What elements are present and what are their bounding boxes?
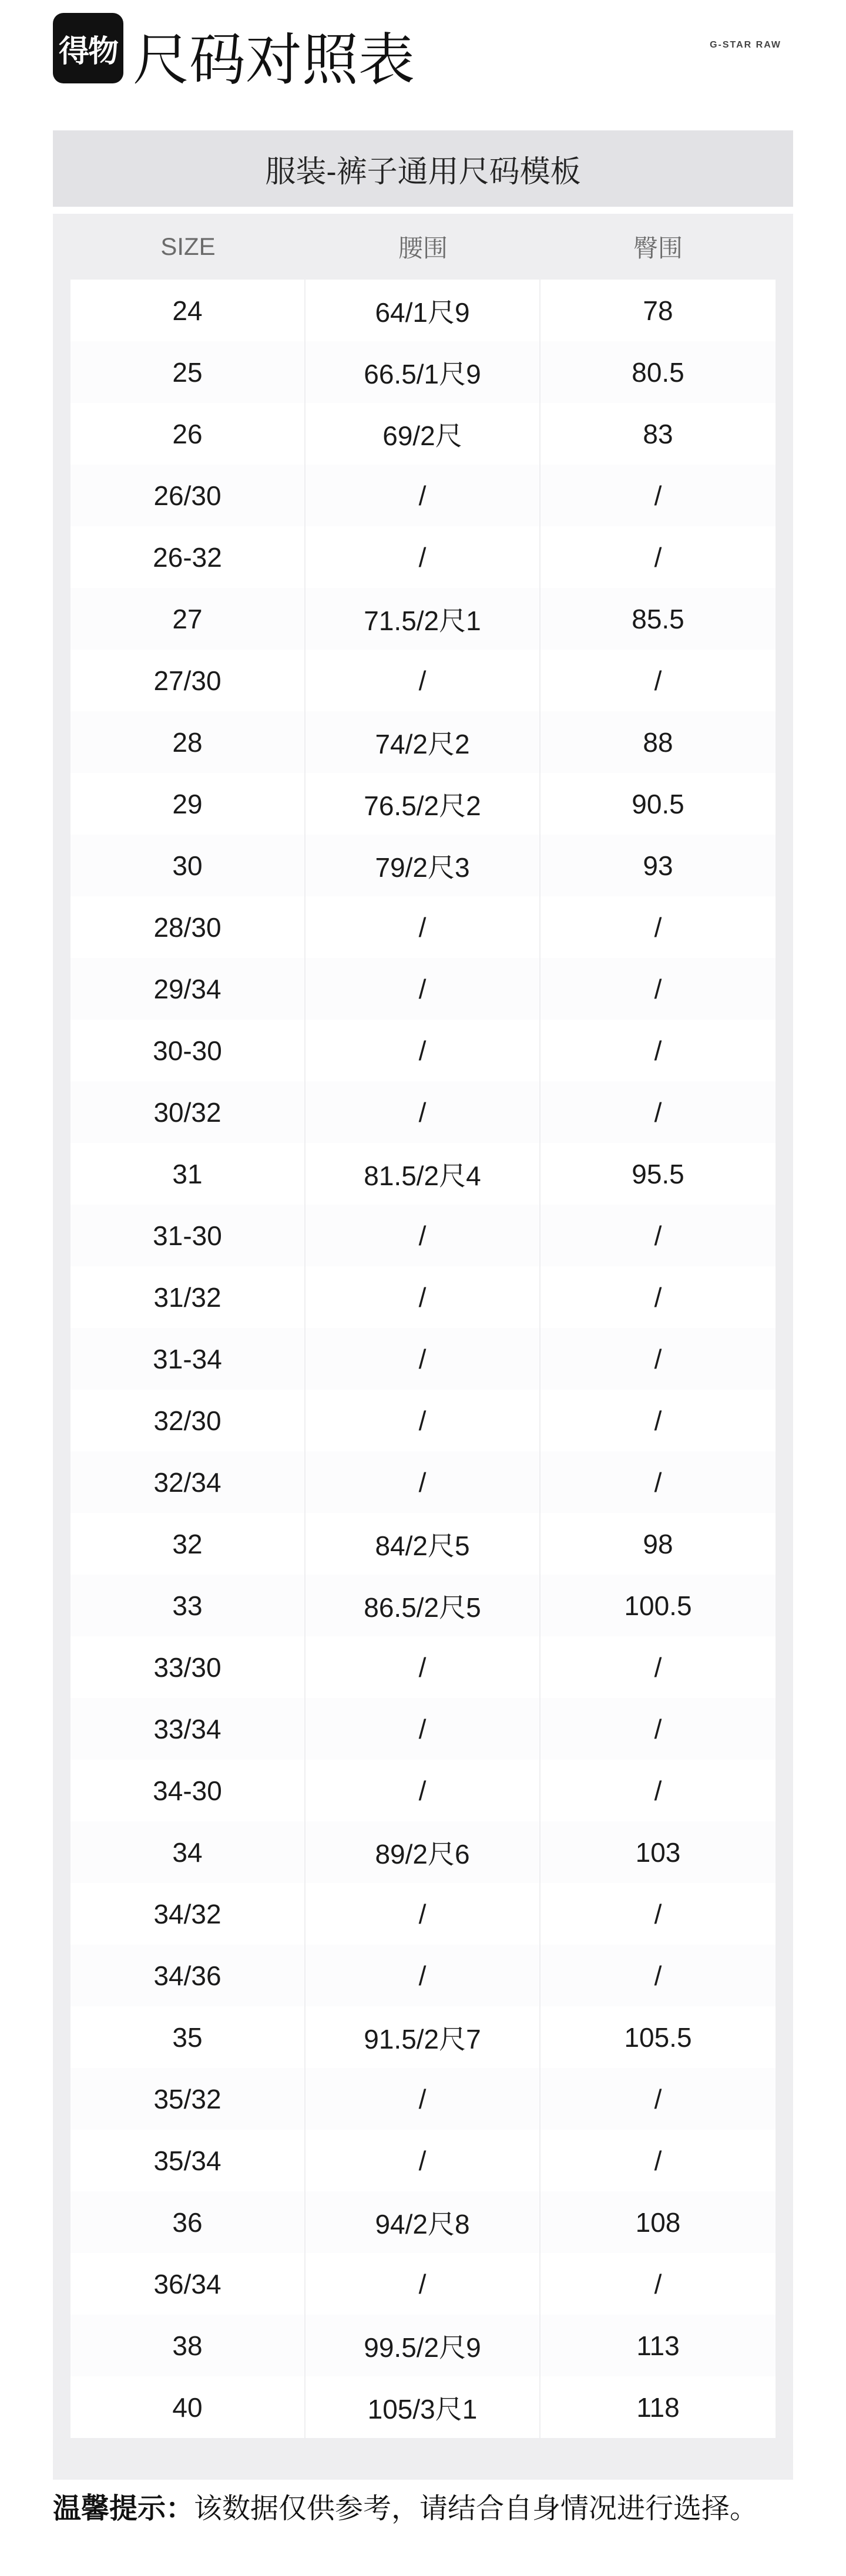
table-row — [70, 1020, 776, 1081]
waist-cell: 105/3尺1 — [306, 2376, 540, 2438]
size-cell: 34-30 — [70, 1760, 306, 1821]
hip-cell: 90.5 — [540, 773, 776, 835]
header — [0, 0, 846, 117]
waist-cell: / — [306, 1020, 540, 1081]
column-header-hip: 臀围 — [633, 234, 683, 262]
hip-cell: / — [540, 1020, 776, 1081]
hip-cell: 100.5 — [540, 1575, 776, 1636]
size-cell: 30-30 — [70, 1020, 306, 1081]
size-cell: 26 — [70, 403, 306, 465]
size-cell: 34/32 — [70, 1883, 306, 1945]
table-row — [70, 341, 776, 403]
size-cell: 32/30 — [70, 1390, 306, 1451]
table-row — [70, 526, 776, 588]
waist-cell: 91.5/2尺7 — [306, 2006, 540, 2068]
size-cell: 35/34 — [70, 2130, 306, 2191]
hip-cell: 95.5 — [540, 1143, 776, 1205]
hip-cell: 103 — [540, 1821, 776, 1883]
waist-cell: / — [306, 465, 540, 526]
hip-cell: 113 — [540, 2315, 776, 2376]
table-row — [70, 2376, 776, 2438]
size-cell: 36/34 — [70, 2253, 306, 2315]
size-cell: 28/30 — [70, 896, 306, 958]
waist-cell: / — [306, 2253, 540, 2315]
size-cell: 35 — [70, 2006, 306, 2068]
waist-cell: / — [306, 1945, 540, 2006]
hip-cell: / — [540, 1390, 776, 1451]
waist-cell: 74/2尺2 — [306, 711, 540, 773]
table-row — [70, 1513, 776, 1575]
table-row — [70, 1143, 776, 1205]
waist-cell: / — [306, 2130, 540, 2191]
hip-cell: / — [540, 1081, 776, 1143]
waist-cell: / — [306, 1883, 540, 1945]
hip-cell: 85.5 — [540, 588, 776, 650]
table-row — [70, 2315, 776, 2376]
size-chart-panel — [53, 130, 793, 2480]
table-row — [70, 1451, 776, 1513]
hip-cell: / — [540, 1266, 776, 1328]
table-row — [70, 1636, 776, 1698]
table-row — [70, 1390, 776, 1451]
table-row — [70, 896, 776, 958]
hip-cell: / — [540, 2068, 776, 2130]
hip-cell: / — [540, 958, 776, 1020]
table-row — [70, 1945, 776, 2006]
hip-cell: 93 — [540, 835, 776, 896]
hip-cell: / — [540, 2253, 776, 2315]
waist-cell: / — [306, 1205, 540, 1266]
hip-cell: / — [540, 1451, 776, 1513]
table-row — [70, 1821, 776, 1883]
size-cell: 30 — [70, 835, 306, 896]
table-row — [70, 1698, 776, 1760]
waist-cell: / — [306, 896, 540, 958]
waist-cell: 71.5/2尺1 — [306, 588, 540, 650]
hip-cell: / — [540, 650, 776, 711]
hip-cell: / — [540, 1205, 776, 1266]
table-row — [70, 403, 776, 465]
table-row — [70, 1328, 776, 1390]
hip-cell: / — [540, 2130, 776, 2191]
size-cell: 31/32 — [70, 1266, 306, 1328]
size-cell: 30/32 — [70, 1081, 306, 1143]
hip-cell: 88 — [540, 711, 776, 773]
table-row — [70, 1760, 776, 1821]
size-cell: 33 — [70, 1575, 306, 1636]
waist-cell: / — [306, 1760, 540, 1821]
footer-label: 温馨提示： — [53, 2493, 194, 2524]
table-row — [70, 2191, 776, 2253]
size-cell: 24 — [70, 280, 306, 341]
size-cell: 25 — [70, 341, 306, 403]
hip-cell: 78 — [540, 280, 776, 341]
waist-cell: 94/2尺8 — [306, 2191, 540, 2253]
table-row — [70, 773, 776, 835]
size-cell: 40 — [70, 2376, 306, 2438]
size-cell: 29 — [70, 773, 306, 835]
size-cell: 31-34 — [70, 1328, 306, 1390]
waist-cell: / — [306, 958, 540, 1020]
hip-cell: 108 — [540, 2191, 776, 2253]
table-row — [70, 280, 776, 341]
size-cell: 33/30 — [70, 1636, 306, 1698]
hip-cell: / — [540, 1760, 776, 1821]
page-title: 尺码对照表 — [133, 29, 415, 92]
waist-cell: / — [306, 2068, 540, 2130]
waist-cell: 86.5/2尺5 — [306, 1575, 540, 1636]
hip-cell: / — [540, 465, 776, 526]
hip-cell: / — [540, 1328, 776, 1390]
hip-cell: 118 — [540, 2376, 776, 2438]
waist-cell: / — [306, 650, 540, 711]
size-cell: 32 — [70, 1513, 306, 1575]
hip-cell: / — [540, 526, 776, 588]
hip-cell: 98 — [540, 1513, 776, 1575]
size-cell: 31 — [70, 1143, 306, 1205]
hip-cell: 105.5 — [540, 2006, 776, 2068]
waist-cell: 76.5/2尺2 — [306, 773, 540, 835]
table-row — [70, 465, 776, 526]
waist-cell: 89/2尺6 — [306, 1821, 540, 1883]
table-body — [70, 280, 776, 2438]
table-row — [70, 2253, 776, 2315]
size-cell: 38 — [70, 2315, 306, 2376]
table-row — [70, 958, 776, 1020]
size-cell: 33/34 — [70, 1698, 306, 1760]
waist-cell: 99.5/2尺9 — [306, 2315, 540, 2376]
brand-logo: G-STAR RAW — [710, 40, 781, 50]
waist-cell: 69/2尺 — [306, 403, 540, 465]
size-cell: 26-32 — [70, 526, 306, 588]
size-cell: 29/34 — [70, 958, 306, 1020]
table-row — [70, 650, 776, 711]
column-header-size: SIZE — [160, 233, 216, 260]
size-cell: 26/30 — [70, 465, 306, 526]
hip-cell: / — [540, 1698, 776, 1760]
table-row — [70, 2130, 776, 2191]
waist-cell: / — [306, 526, 540, 588]
table-row — [70, 1205, 776, 1266]
waist-cell: / — [306, 1266, 540, 1328]
waist-cell: / — [306, 1636, 540, 1698]
size-cell: 32/34 — [70, 1451, 306, 1513]
hip-cell: / — [540, 1883, 776, 1945]
hip-cell: / — [540, 1945, 776, 2006]
waist-cell: 64/1尺9 — [306, 280, 540, 341]
table-row — [70, 2068, 776, 2130]
waist-cell: / — [306, 1698, 540, 1760]
table-row — [70, 1575, 776, 1636]
size-cell: 36 — [70, 2191, 306, 2253]
waist-cell: 81.5/2尺4 — [306, 1143, 540, 1205]
table-row — [70, 711, 776, 773]
waist-cell: / — [306, 1081, 540, 1143]
size-cell: 27/30 — [70, 650, 306, 711]
table-row — [70, 835, 776, 896]
size-cell: 27 — [70, 588, 306, 650]
waist-cell: 66.5/1尺9 — [306, 341, 540, 403]
waist-cell: 84/2尺5 — [306, 1513, 540, 1575]
size-cell: 34/36 — [70, 1945, 306, 2006]
waist-cell: / — [306, 1390, 540, 1451]
size-cell: 35/32 — [70, 2068, 306, 2130]
footer-note — [53, 2486, 758, 2526]
footer-text: 该数据仅供参考，请结合自身情况进行选择。 — [194, 2493, 758, 2524]
table-row — [70, 588, 776, 650]
table-row — [70, 2006, 776, 2068]
waist-cell: / — [306, 1328, 540, 1390]
hip-cell: 83 — [540, 403, 776, 465]
table-row — [70, 1081, 776, 1143]
table-row — [70, 1266, 776, 1328]
hip-cell: / — [540, 1636, 776, 1698]
hip-cell: / — [540, 896, 776, 958]
size-chart-title: 服装-裤子通用尺码模板 — [53, 130, 793, 214]
waist-cell: 79/2尺3 — [306, 835, 540, 896]
table-row — [70, 1883, 776, 1945]
hip-cell: 80.5 — [540, 341, 776, 403]
size-cell: 28 — [70, 711, 306, 773]
app-logo: 得物 — [53, 13, 123, 83]
column-header-waist: 腰围 — [398, 234, 448, 262]
size-cell: 34 — [70, 1821, 306, 1883]
table-header — [70, 214, 776, 280]
size-cell: 31-30 — [70, 1205, 306, 1266]
waist-cell: / — [306, 1451, 540, 1513]
